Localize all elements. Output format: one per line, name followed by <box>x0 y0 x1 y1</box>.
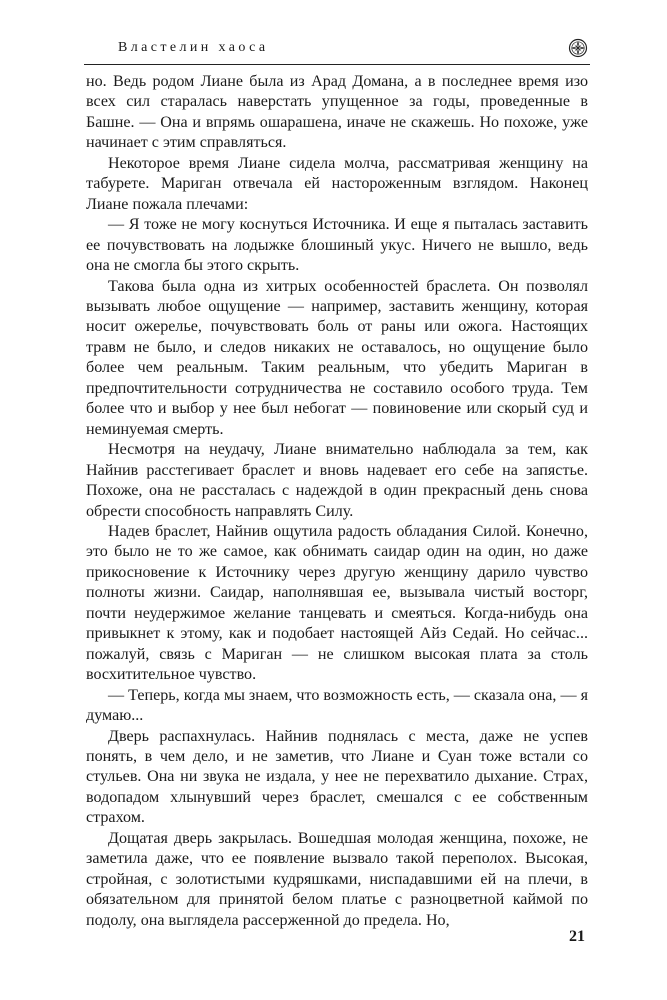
paragraph: Некоторое время Лиане сидела молча, рассматривая женщину на табурете. Мариган отвечала ей настороженным взглядом. Наконец Лиане пожала плечами: <box>86 154 588 213</box>
running-title: Властелин хаоса <box>118 40 269 55</box>
paragraph: Надев браслет, Найнив ощутила радость обладания Силой. Конечно, это было не то же самое, как обнимать саидар один на один, но даже прикосновение к Источнику через другую женщину дарило чувство полноты жизни. Саидар, наполнявшая ее, вызывала чистый восторг, почти неудержимое желание танцевать и смеяться. Когда-нибудь она привыкнет к этому, как и подобает настоящей Айз Седай. Но сейчас... пожалуй, связь с Мариган — не слишком высокая плата за столь восхитительное чувство. <box>86 522 588 684</box>
paragraph: Несмотря на неудачу, Лиане внимательно наблюдала за тем, как Найнив расстегивает браслет и вновь надевает его себе на запястье. Похоже, она не рассталась с надеждой в один прекрасный день снова обрести способность направлять Силу. <box>86 441 588 520</box>
paragraph: — Теперь, когда мы знаем, что возможность есть, — сказала она, — я думаю... <box>86 686 588 725</box>
paragraph: Такова была одна из хитрых особенностей браслета. Он позволял вызывать любое ощущение — например, заставить женщину, которая носит ожерелье, почувствовать боль от раны или ожога. Настоящих травм не было, и следов никаких не оставалось, но ощущение было более чем реальным. Таким реальным, что убедить Мариган в предпочтительности сотрудничества не составило особого труда. Тем более что и выбор у нее был небогат — повиновение или скорый суд и неминуемая смерть. <box>86 277 588 438</box>
paragraph: Дощатая дверь закрылась. Вошедшая молодая женщина, похоже, не заметила даже, что ее появление вызвало такой переполох. Высокая, стройная, с золотистыми кудряшками, ниспадавшими ей на плечи, в обязательном для принятой белом платье с разноцветной каймой по подолу, она выглядела рассерженной до предела. Но, <box>86 829 588 929</box>
paragraph: но. Ведь родом Лиане была из Арад Домана, а в последнее время изо всех сил старалась наверстать упущенное за годы, проведенные в Башне. — Она и впрямь ошарашена, иначе не скажешь. Но похоже, уже начинает с этим справляться. <box>86 73 588 152</box>
page-number: 21 <box>569 928 585 945</box>
body-text <box>86 72 588 931</box>
compass-rose-icon <box>568 38 588 58</box>
paragraph: Дверь распахнулась. Найнив поднялась с места, даже не успев понять, в чем дело, и не заметив, что Лиане и Суан тоже встали со стульев. Она ни звука не издала, у нее не перехватило дыхание. Страх, водопадом хлынувший через браслет, смешался с ее собственным страхом. <box>86 727 588 827</box>
running-header <box>84 36 590 65</box>
paragraph: — Я тоже не могу коснуться Источника. И еще я пыталась заставить ее почувствовать на лодыжке блошиный укус. Ничего не вышло, ведь она не смогла бы этого скрыть. <box>86 216 588 275</box>
